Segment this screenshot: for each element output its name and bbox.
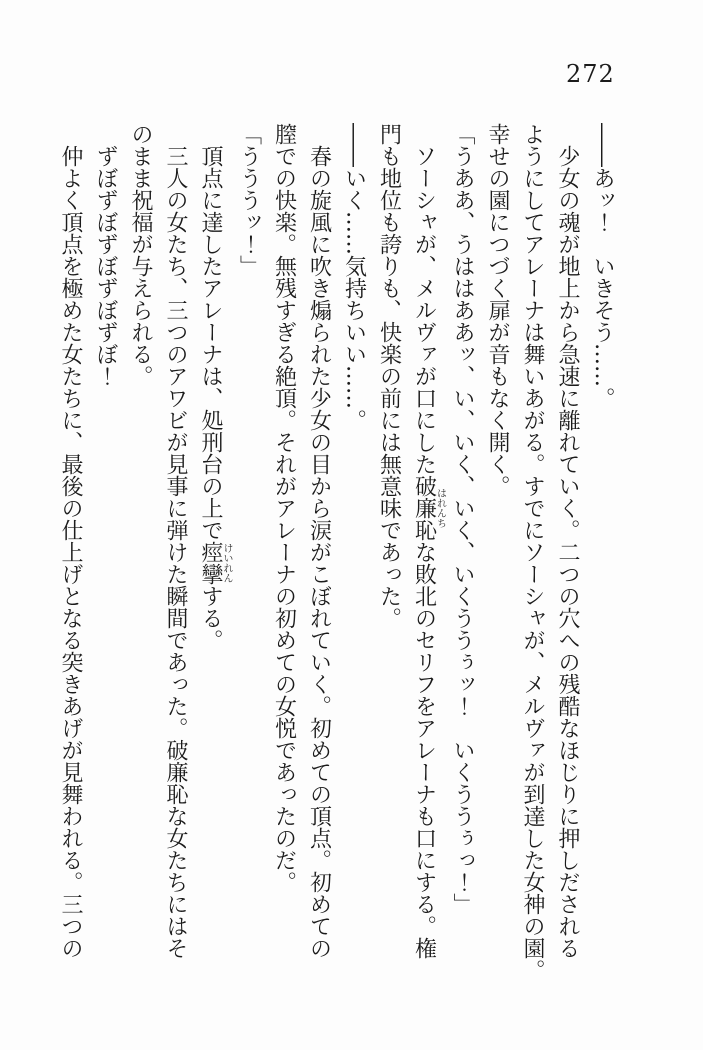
text-line-12: 頂点に達したアレーナは、処刑台の上で痙攣けいれんする。 (198, 123, 232, 651)
text-line-13: 三人の女たち、三つのアワビが見事に弾けた瞬間であった。破廉恥な女たちにはそ (163, 123, 188, 959)
ruby-annotated-word: 痙攣けいれん (198, 541, 232, 585)
text-line-15: ずぼずぼずぼずぼずぼ！ (93, 123, 118, 387)
text-line-9: 春の旋風に吹き煽られた少女の目から涙がこぼれていく。初めての頂点。初めての (306, 123, 332, 959)
text-line-16: 仲よく頂点を極めた女たちに、最後の仕上げとなる突きあげが見舞われる。三つの (58, 123, 83, 959)
text-line-10: 膣での快楽。無残すぎる絶頂。それがアレーナの初めての女悦であったのだ。 (271, 123, 297, 893)
page-number: 272 (566, 60, 615, 88)
text-line-11: 「うううッ！」 (236, 123, 262, 277)
text-line-8: ――いく……気持ちいい……。 (341, 123, 367, 431)
text-line-3: ようにしてアレーナは舞いあがる。すでにソーシャが、メルヴァが到達した女神の園。 (520, 123, 545, 981)
page-text-block (53, 123, 620, 985)
text-line-14: のまま祝福が与えられる。 (128, 123, 153, 387)
text-line-7: 門も地位も誇りも、快楽の前には無意味であった。 (376, 123, 402, 629)
text-line-5: 「うああ、うははああッ、い、いく、いく、いくううぅッ！ いくううぅっ！」 (450, 123, 475, 915)
ruby-annotated-word: 破廉恥はれんち (411, 475, 446, 541)
text-line-4: 幸せの園につづく扉が音もなく開く。 (485, 123, 510, 497)
text-line-1: ――あッ！ いきそう……。 (590, 123, 615, 409)
text-line-2: 少女の魂が地上から急速に離れていく。二つの穴への残酷なほじりに押しだされる (555, 123, 580, 959)
text-line-6: ソーシャが、メルヴァが口にした破廉恥はれんちな敗北のセリフをアレーナも口にする。権 (411, 123, 446, 959)
